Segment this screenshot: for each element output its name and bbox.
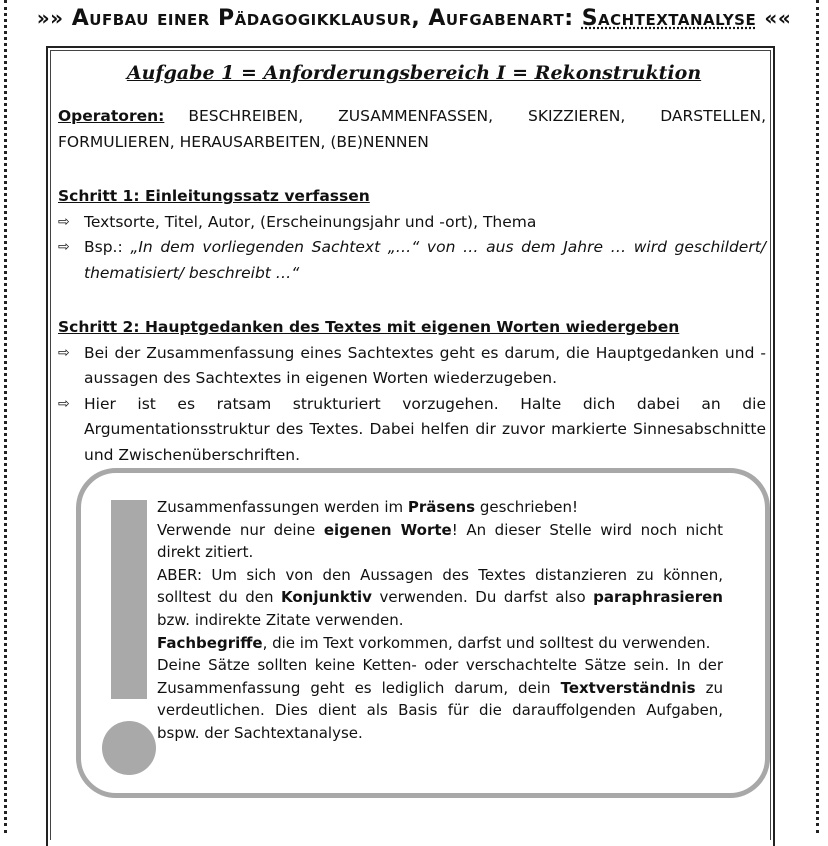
notice-text-span: bzw. indirekte Zitate verwenden.	[157, 610, 404, 629]
notice-keyword: eigenen Worte	[323, 520, 452, 539]
notice-line	[157, 519, 723, 564]
notice-line	[157, 564, 723, 632]
worksheet-content	[58, 104, 766, 468]
step2-bullet-text: Bei der Zusammenfassung eines Sachtextes geht es darum, die Hauptgedanken und -aussagen des Sachtextes in eigenen Worten wiederzugeben.	[84, 343, 766, 387]
notice-text-span: , die im Text vorkommen, darfst und solltest du verwenden.	[262, 633, 711, 652]
notice-keyword: Präsens	[407, 498, 476, 516]
notice-line	[157, 632, 723, 655]
exclamation-icon	[111, 500, 147, 699]
step2-bullet	[58, 341, 766, 392]
notice-text-span: geschrieben!	[475, 498, 579, 516]
notice-keyword: Konjunktiv	[281, 588, 372, 607]
step1-bullet-text: Textsorte, Titel, Autor, (Erscheinungsjahr und -ort), Thema	[84, 212, 537, 231]
notice-keyword: Fachbegriffe	[157, 633, 263, 652]
step1-bullet	[58, 235, 766, 286]
notice-text-span: zu verdeutlichen. Dies dient als Basis für die darauffolgenden Aufgaben, bspw. der Sachtextanalyse.	[157, 678, 723, 742]
notice-text-span: verwenden. Du darfst also	[371, 588, 594, 607]
notice-line	[157, 496, 723, 519]
step2-bullet-text: Hier ist es ratsam strukturiert vorzugehen. Halte dich dabei an die Argumentationsstruktur des Textes. Dabei helfen dir zuvor markierte Sinnesabschnitte und Zwischenüberschriften.	[84, 394, 766, 464]
notice-text-span: Verwende nur deine	[157, 520, 324, 539]
notice-keyword: Textverständnis	[560, 678, 696, 697]
header-title-topic: Sachtextanalyse	[581, 6, 757, 31]
notice-text-span: Zusammenfassungen werden im	[157, 498, 408, 516]
notice-line	[157, 654, 723, 744]
notice-text	[157, 496, 723, 745]
left-dotted-border	[4, 0, 7, 833]
operators-paragraph	[58, 104, 766, 155]
double-chevron-left-icon: ««	[764, 6, 792, 30]
example-prefix: Bsp.:	[84, 238, 131, 256]
arrow-right-icon: ⇨	[58, 213, 70, 230]
arrow-right-icon: ⇨	[58, 239, 70, 255]
notice-text-span: ! An dieser Stelle wird noch nicht direkt zitiert.	[157, 520, 723, 562]
header-title: Aufbau einer Pädagogikklausur, Aufgabenart:	[71, 6, 582, 31]
step2-title: Schritt 2: Hauptgedanken des Textes mit eigenen Worten wiedergeben	[58, 318, 680, 336]
arrow-right-icon: ⇨	[58, 395, 70, 412]
exclamation-dot-icon	[102, 721, 156, 775]
notice-text-span: Deine Sätze sollten keine Ketten- oder verschachtelte Sätze sein. In der Zusammenfassung geht es lediglich darum, dein	[157, 656, 723, 697]
step2-bullet	[58, 392, 766, 469]
arrow-right-icon: ⇨	[58, 344, 70, 361]
operators-label: Operatoren:	[58, 107, 165, 125]
example-sentence: „In dem vorliegenden Sachtext „…“ von … aus dem Jahre … wird geschildert/ thematisiert/ beschreibt …“	[84, 238, 766, 282]
notice-keyword: paraphrasieren	[593, 588, 723, 607]
operators-list: BESCHREIBEN, ZUSAMMENFASSEN, SKIZZIEREN, DARSTELLEN, FORMULIEREN, HERAUSARBEITEN, (BE)NENNEN	[58, 107, 766, 151]
page-header	[0, 6, 828, 36]
notice-text-span: ABER: Um sich von den Aussagen des Textes distanzieren zu können, solltest du den	[157, 565, 723, 607]
step1-bullet	[58, 210, 766, 236]
right-dotted-border	[816, 0, 819, 833]
step1-title: Schritt 1: Einleitungssatz verfassen	[58, 187, 370, 205]
task-title: Aufgabe 1 = Anforderungsbereich I = Rekonstruktion	[126, 62, 702, 84]
double-chevron-right-icon: »»	[36, 6, 64, 30]
